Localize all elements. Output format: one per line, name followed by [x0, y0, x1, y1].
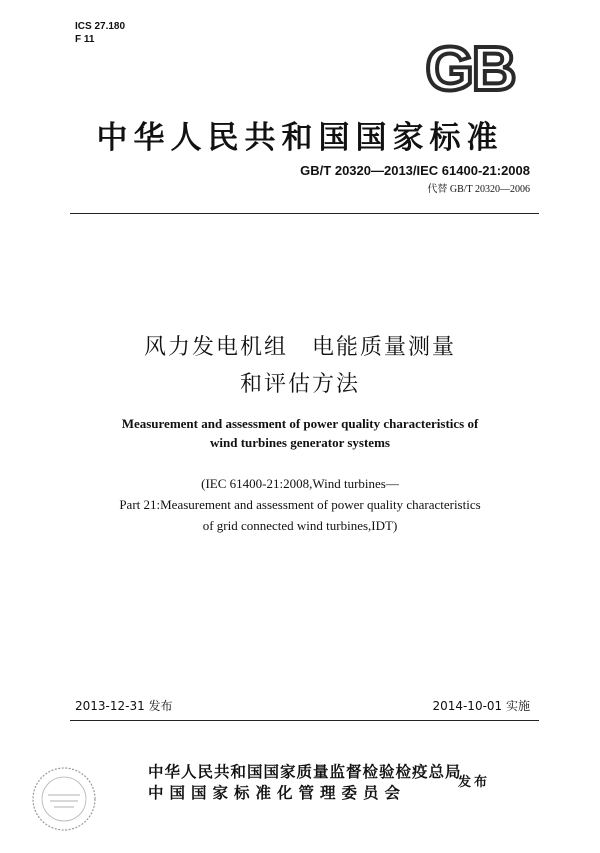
top-divider: [70, 213, 539, 214]
english-title-line-1: Measurement and assessment of power quality characteristics of: [121, 416, 479, 431]
gb-logo-text: GB: [425, 40, 515, 96]
english-title-line-2: wind turbines generator systems: [210, 435, 390, 450]
document-title-line-1: 风力发电机组 电能质量测量: [143, 335, 456, 360]
document-title-line-2: 和评估方法: [239, 372, 360, 397]
iec-reference-line-3: of grid connected wind turbines,IDT): [202, 518, 398, 533]
issue-label: 发布: [458, 775, 491, 790]
ccs-code: F 11: [75, 34, 95, 45]
ics-code: ICS 27.180: [75, 21, 126, 32]
iec-reference-line-2: Part 21:Measurement and assessment of power quality characteristics: [119, 497, 481, 512]
issuer-sac: 中国国家标准化管理委员会: [148, 784, 407, 802]
replaces-standard: 代替 GB/T 20320—2006: [427, 184, 530, 195]
standard-number: GB/T 20320—2013/IEC 61400-21:2008: [300, 163, 530, 178]
classification-codes: [75, 20, 125, 46]
publish-date: 2013-12-31 发布: [75, 699, 173, 713]
national-standard-title: 中华人民共和国国家标准: [96, 120, 504, 156]
gb-logo: [410, 40, 530, 96]
implementation-date: 2014-10-01 实施: [432, 699, 530, 713]
iec-reference-line-1: (IEC 61400-21:2008,Wind turbines—: [201, 476, 399, 491]
bottom-divider: [70, 720, 539, 721]
issuer-aqsiq: 中华人民共和国国家质量监督检验检疫总局: [148, 763, 462, 781]
seal-stamp-icon: [30, 765, 98, 833]
